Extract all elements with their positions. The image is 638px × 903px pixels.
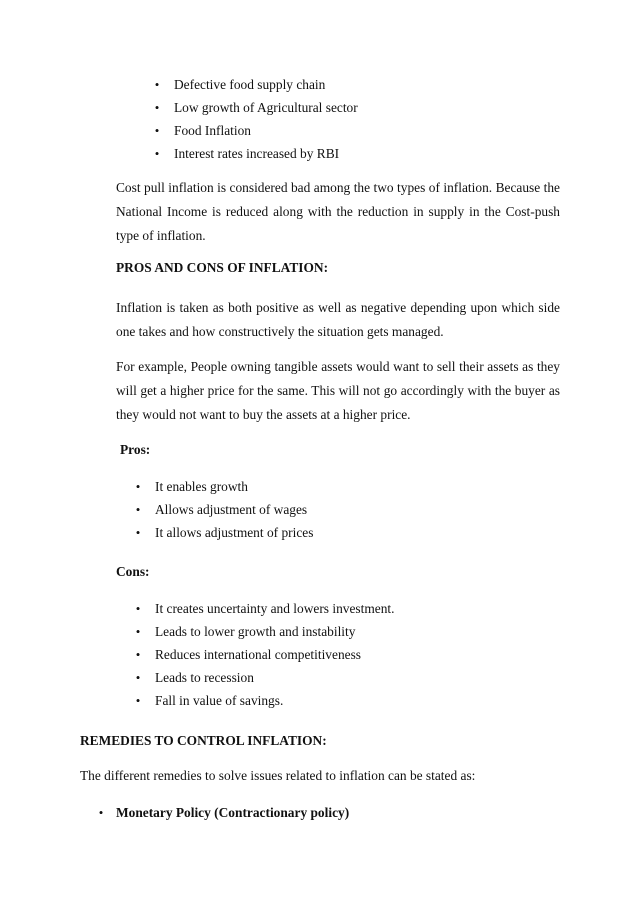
list-item xyxy=(152,96,572,119)
list-item-text: It allows adjustment of prices xyxy=(155,525,314,540)
list-item xyxy=(96,801,556,824)
list-item xyxy=(133,689,553,712)
bullet-icon: • xyxy=(98,805,104,820)
bullet-icon: • xyxy=(135,525,141,540)
pros-label: Pros: xyxy=(120,442,151,457)
remedies-intro: The different remedies to solve issues related to inflation can be stated as: xyxy=(80,768,476,783)
list-item xyxy=(133,620,553,643)
list-item-text: It creates uncertainty and lowers investment. xyxy=(155,601,395,616)
list-item-text: Defective food supply chain xyxy=(174,77,326,92)
bullet-icon: • xyxy=(135,624,141,639)
list-item-text: Allows adjustment of wages xyxy=(155,502,308,517)
bullet-icon: • xyxy=(154,100,160,115)
bullet-icon: • xyxy=(154,123,160,138)
bullet-icon: • xyxy=(154,146,160,161)
cost-pull-paragraph: Cost pull inflation is considered bad among the two types of inflation. Because the National Income is reduced along with the reduction in supply in the Cost-push type of inflation. xyxy=(116,180,560,243)
pros-cons-paragraph-2: For example, People owning tangible assets would want to sell their assets as they will get a higher price for the same. This will not go accordingly with the buyer as they would not want to buy the assets at a higher price. xyxy=(116,359,560,422)
list-item xyxy=(152,73,572,96)
remedies-list xyxy=(96,801,556,824)
list-item xyxy=(152,119,572,142)
list-item xyxy=(152,142,572,165)
pros-cons-heading: PROS AND CONS OF INFLATION: xyxy=(116,260,329,275)
list-item-text: Monetary Policy (Contractionary policy) xyxy=(116,805,350,820)
bullet-icon: • xyxy=(135,670,141,685)
bullet-icon: • xyxy=(154,77,160,92)
list-item xyxy=(133,475,553,498)
bullet-icon: • xyxy=(135,647,141,662)
bullet-icon: • xyxy=(135,502,141,517)
list-item xyxy=(133,498,553,521)
list-item xyxy=(133,643,553,666)
list-item-text: Leads to recession xyxy=(155,670,254,685)
list-item-text: Interest rates increased by RBI xyxy=(174,146,340,161)
bullet-icon: • xyxy=(135,601,141,616)
list-item-text: Reduces international competitiveness xyxy=(155,647,362,662)
list-item xyxy=(133,521,553,544)
list-item-text: Low growth of Agricultural sector xyxy=(174,100,358,115)
cons-list xyxy=(133,597,553,712)
list-item xyxy=(133,597,553,620)
list-item-text: Fall in value of savings. xyxy=(155,693,284,708)
list-item xyxy=(133,666,553,689)
top-bullet-list xyxy=(152,73,572,165)
list-item-text: It enables growth xyxy=(155,479,248,494)
pros-list xyxy=(133,475,553,544)
pros-cons-paragraph-1: Inflation is taken as both positive as well as negative depending upon which side one takes and how constructively the situation gets managed. xyxy=(116,300,560,339)
list-item-text: Leads to lower growth and instability xyxy=(155,624,356,639)
bullet-icon: • xyxy=(135,479,141,494)
list-item-text: Food Inflation xyxy=(174,123,251,138)
bullet-icon: • xyxy=(135,693,141,708)
cons-label: Cons: xyxy=(116,564,150,579)
remedies-heading: REMEDIES TO CONTROL INFLATION: xyxy=(80,733,327,748)
